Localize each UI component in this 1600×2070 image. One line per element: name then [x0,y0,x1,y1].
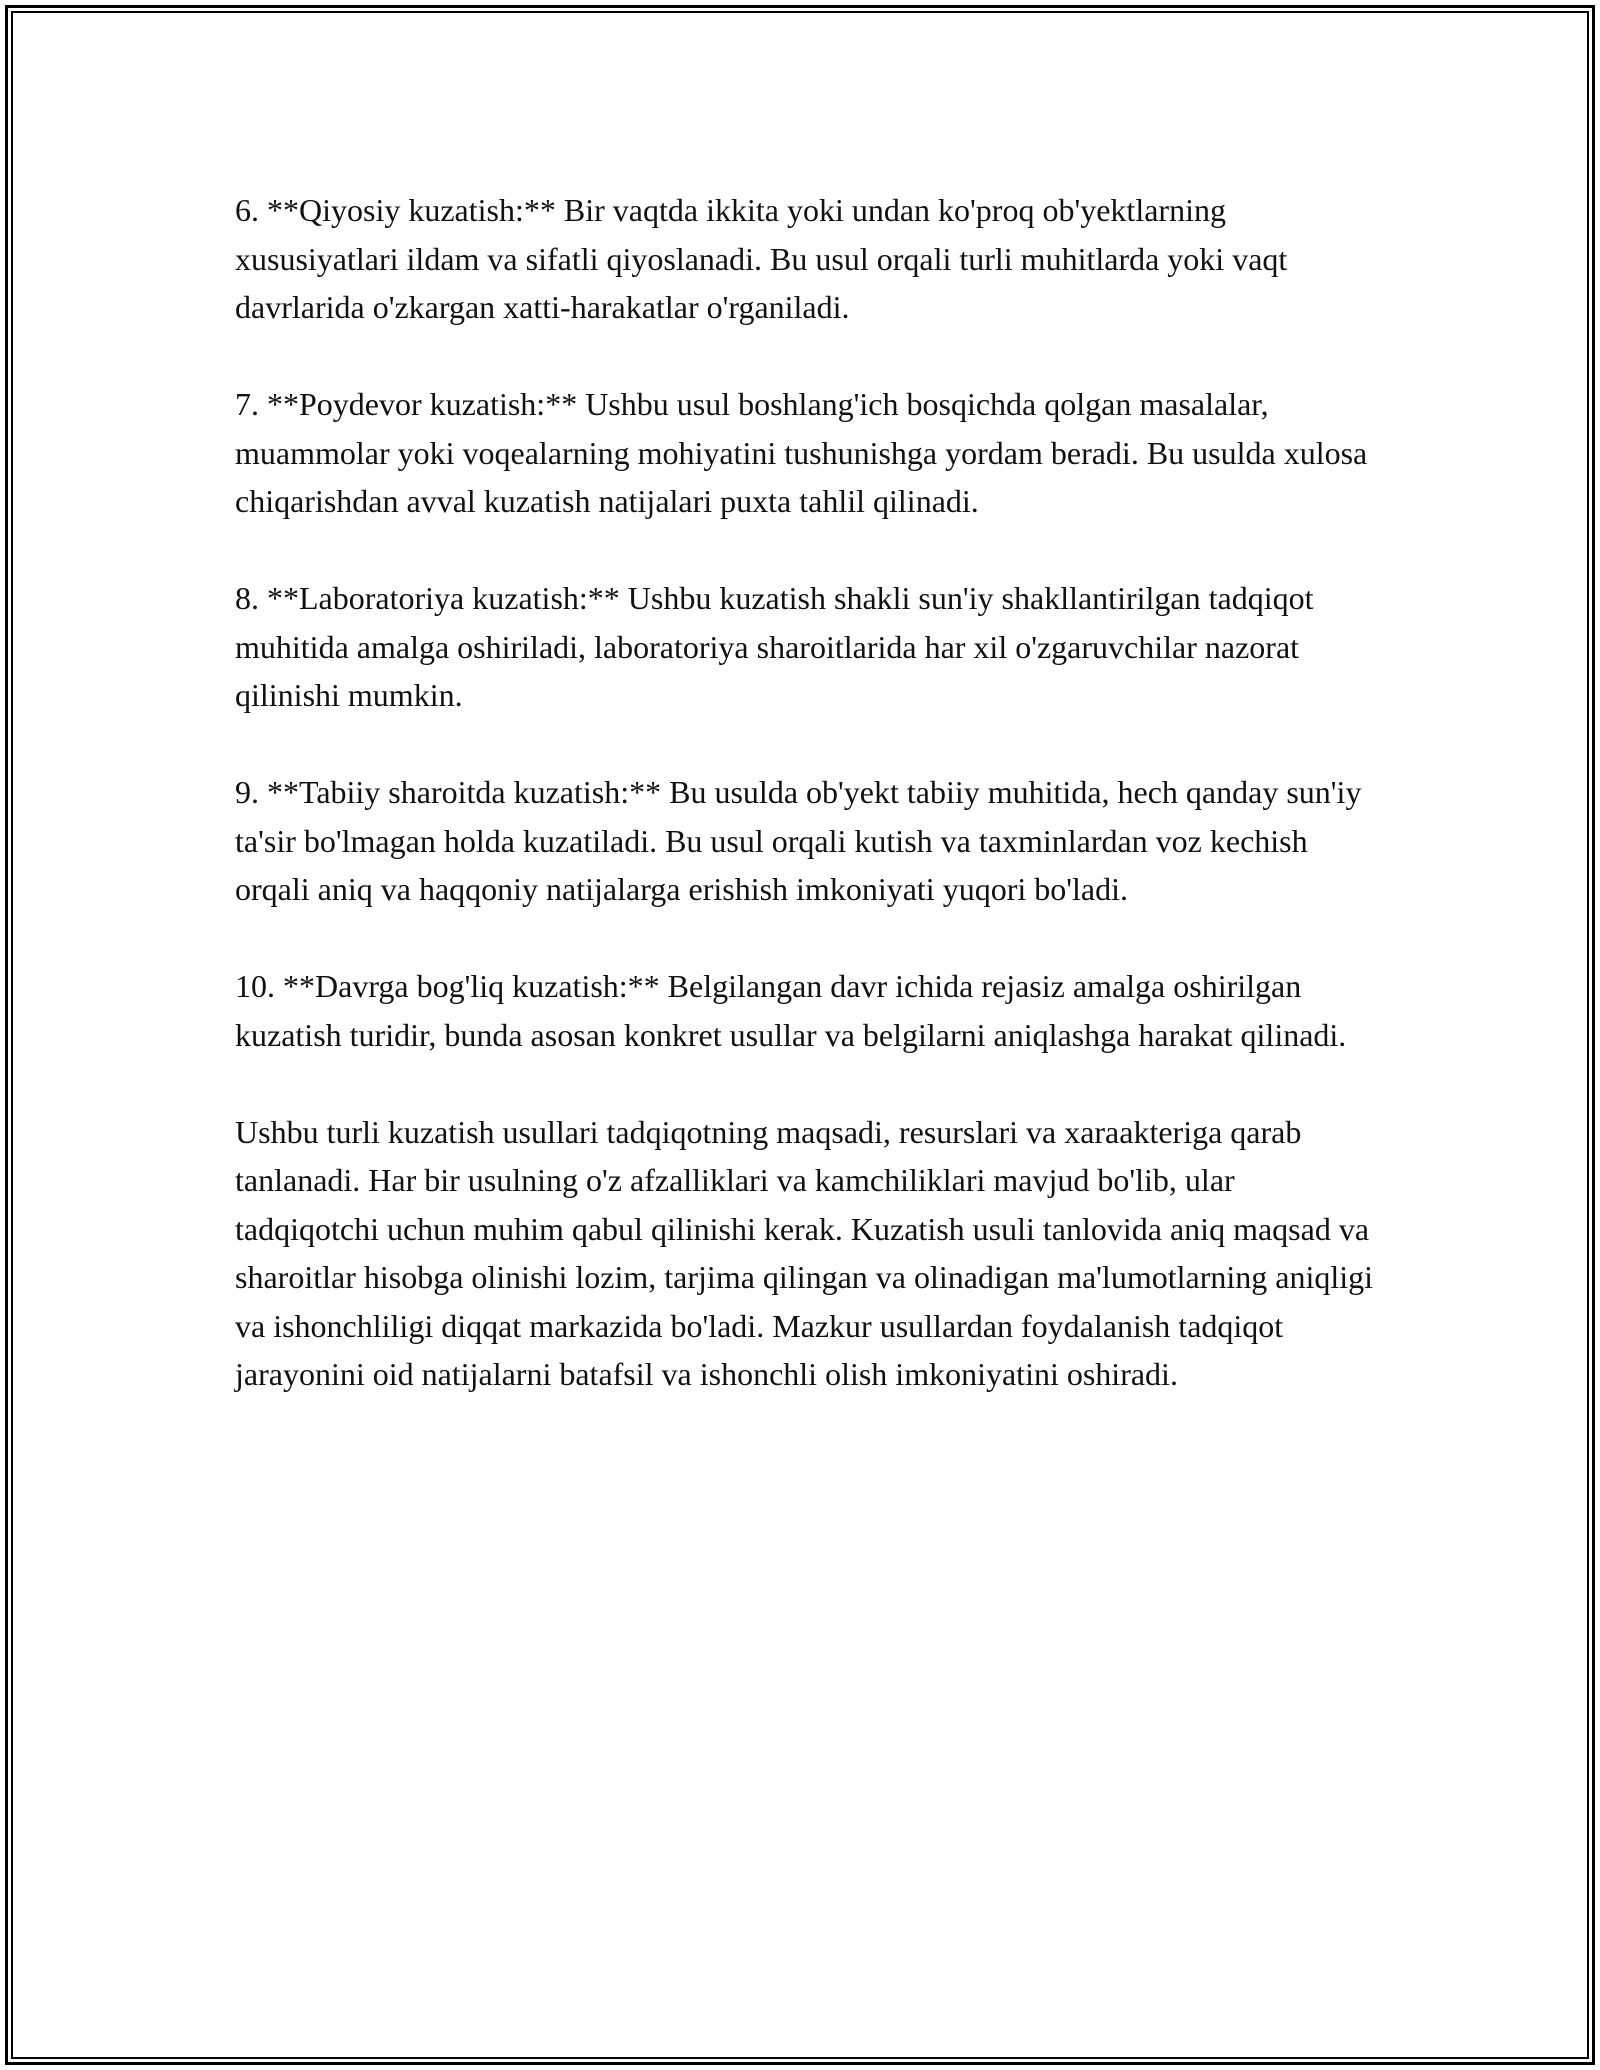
paragraph-comparative-observation: 6. **Qiyosiy kuzatish:** Bir vaqtda ikkita yoki undan ko'proq ob'yektlarning xususiyatlari ildam va sifatli qiyoslanadi. Bu usul orqali turli muhitlarda yoki vaqt davrlarida o'zkargan xatti-harakatlar o'rganiladi. [235,192,1288,325]
paragraph-period-observation: 10. **Davrga bog'liq kuzatish:** Belgilangan davr ichida rejasiz amalga oshirilgan kuzatish turidir, bunda asosan konkret usullar va belgilarni aniqlashga harakat qilinadi. [235,968,1347,1053]
paragraph-foundation-observation: 7. **Poydevor kuzatish:** Ushbu usul boshlang'ich bosqichda qolgan masalalar, muammolar yoki voqealarning mohiyatini tushunishga yordam beradi. Bu usulda xulosa chiqarishdan avval kuzatish natijalari puxta tahlil qilinadi. [235,386,1368,519]
paragraph-conclusion: Ushbu turli kuzatish usullari tadqiqotning maqsadi, resurslari va xaraakteriga qarab tanlanadi. Har bir usulning o'z afzalliklari va kamchiliklari mavjud bo'lib, ular tadqiqotchi uchun muhim qabul qilinishi kerak. Kuzatish usuli tanlovida aniq maqsad va sharoitlar hisobga olinishi lozim, tarjima qilingan va olinadigan ma'lumotlarning aniqligi va ishonchliligi diqqat markazida bo'ladi. Mazkur usullardan foydalanish tadqiqot jarayonini oid natijalarni batafsil va ishonchli olish imkoniyatini oshiradi. [235,1113,1373,1392]
document-body [235,186,1375,1447]
paragraph-laboratory-observation: 8. **Laboratoriya kuzatish:** Ushbu kuzatish shakli sun'iy shakllantirilgan tadqiqot muhitida amalga oshiriladi, laboratoriya sharoitlarida har xil o'zgaruvchilar nazorat qilinishi mumkin. [235,580,1314,713]
paragraph-natural-observation: 9. **Tabiiy sharoitda kuzatish:** Bu usulda ob'yekt tabiiy muhitida, hech qanday sun'iy ta'sir bo'lmagan holda kuzatiladi. Bu usul orqali kutish va taxminlardan voz kechish orqali aniq va haqqoniy natijalarga erishish imkoniyati yuqori bo'ladi. [235,774,1362,907]
